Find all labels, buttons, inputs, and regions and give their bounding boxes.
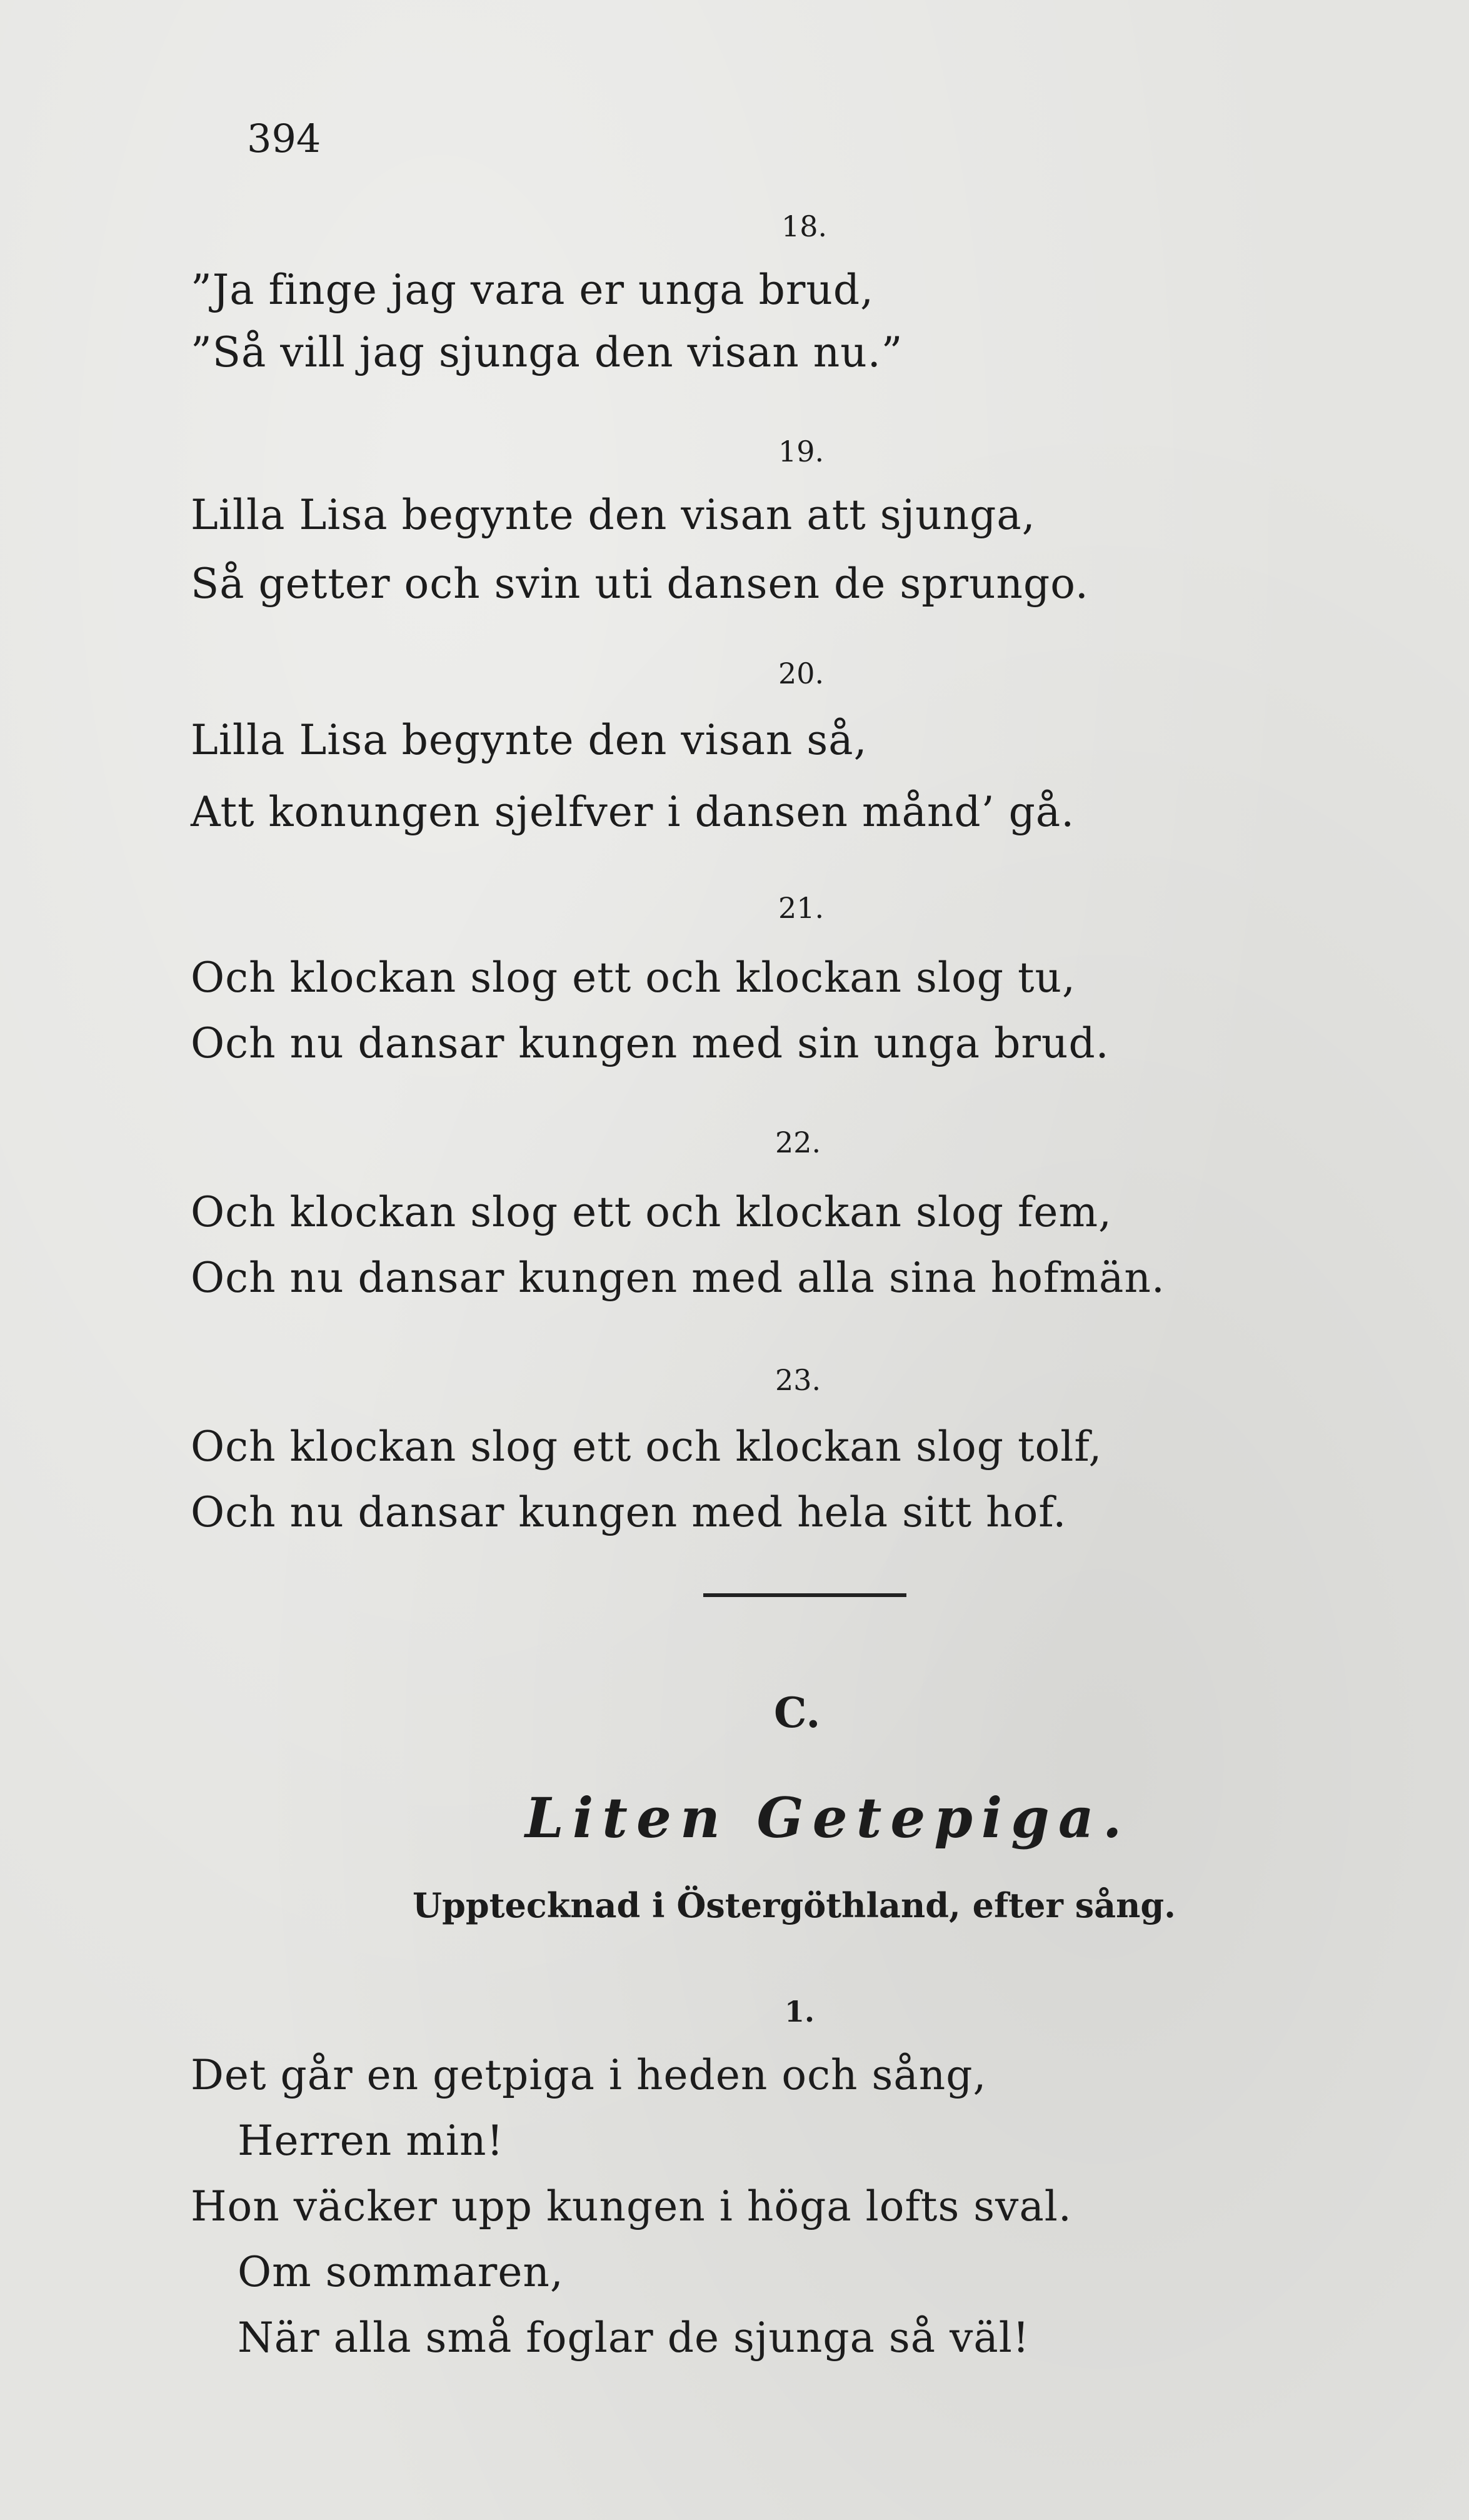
stanza-number: 18. <box>781 209 828 243</box>
song-title: Liten Getepiga. <box>525 1785 1131 1850</box>
verse-line: När alla små foglar de sjunga så väl! <box>238 2314 1030 2362</box>
verse-line: Och klockan slog ett och klockan slog tu, <box>191 954 1076 1002</box>
verse-line: Och klockan slog ett och klockan slog tolf, <box>191 1423 1103 1471</box>
verse-line: Hon väcker upp kungen i höga lofts sval. <box>191 2182 1072 2230</box>
verse-line: Och klockan slog ett och klockan slog fem, <box>191 1188 1113 1236</box>
verse-line: ”Ja finge jag vara er unga brud, <box>191 266 875 314</box>
verse-line: ”Så vill jag sjunga den visan nu.” <box>191 328 903 376</box>
verse-line: Lilla Lisa begynte den visan så, <box>191 716 868 764</box>
stanza-number: 19. <box>778 435 825 468</box>
verse-line: Och nu dansar kungen med hela sitt hof. <box>191 1488 1067 1536</box>
stanza-number: 22. <box>775 1126 821 1159</box>
refrain-line: Om sommaren, <box>238 2248 564 2296</box>
stanza-number: 23. <box>775 1363 821 1397</box>
verse-line: Att konungen sjelfver i dansen månd’ gå. <box>191 788 1075 836</box>
verse-line: Det går en getpiga i heden och sång, <box>191 2051 987 2099</box>
verse-line: Lilla Lisa begynte den visan att sjunga, <box>191 491 1036 539</box>
stanza-number: 1. <box>785 1995 815 2029</box>
refrain-line: Herren min! <box>238 2117 504 2165</box>
verse-line: Och nu dansar kungen med sin unga brud. <box>191 1019 1110 1067</box>
verse-line: Och nu dansar kungen med alla sina hofmän. <box>191 1254 1165 1302</box>
song-subtitle: Upptecknad i Östergöthland, efter sång. <box>413 1885 1176 1925</box>
verse-line: Så getter och svin uti dansen de sprungo. <box>191 560 1089 608</box>
page-number: 394 <box>247 116 321 161</box>
section-divider <box>703 1593 906 1597</box>
stanza-number: 21. <box>778 891 825 925</box>
section-letter: C. <box>774 1688 821 1737</box>
stanza-number: 20. <box>778 657 825 690</box>
